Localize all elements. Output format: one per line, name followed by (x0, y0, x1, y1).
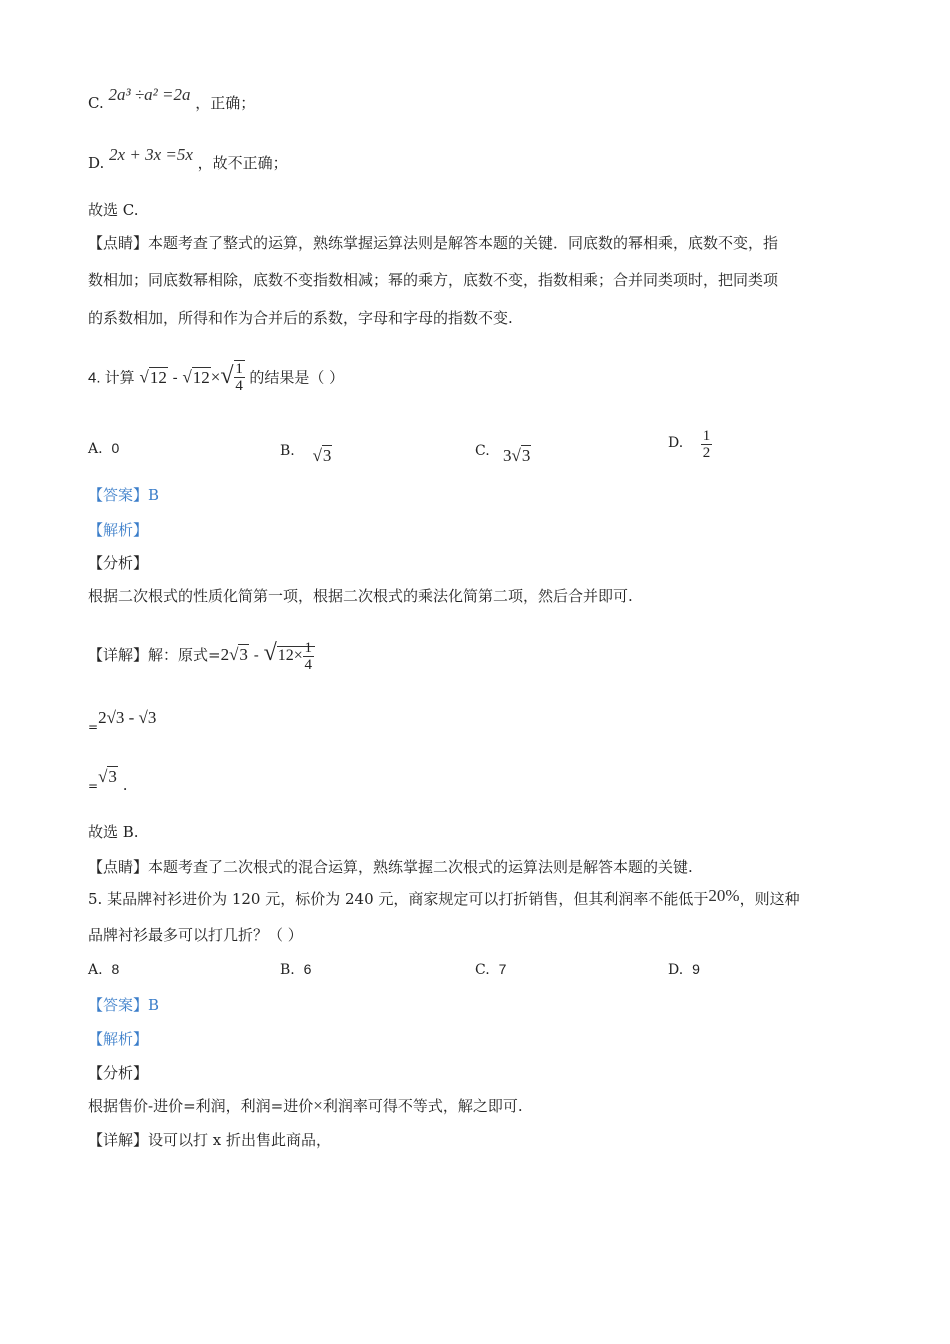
math-expression: 2x + 3x =5x (109, 145, 193, 164)
option-d: D. 9 (668, 961, 700, 978)
question-4 (88, 360, 344, 394)
option-text: ，故不正确； (197, 154, 288, 172)
option-b: B. √3 (280, 443, 332, 465)
question-5-line2: 品牌衬衫最多可以打几折？（ ） (88, 926, 303, 944)
answer-label: 【答案】B (88, 486, 160, 504)
option-c-line (88, 85, 256, 113)
option-text: ，正确； (195, 94, 256, 112)
fenxi-label: 【分析】 (88, 554, 149, 572)
analysis-label: 【解析】 (88, 1030, 149, 1048)
fenxi-text: 根据二次根式的性质化简第一项，根据二次根式的乘法化简第二项，然后合并即可. (88, 587, 633, 605)
option-c: C. 7 (475, 961, 507, 978)
sqrt-fraction: √ $\frac{1}{4}$ (220, 361, 243, 394)
fenxi-label: 【分析】 (88, 1064, 149, 1082)
sqrt-expression: √12 (182, 367, 210, 387)
tip-line: 数相加；同底数幂相除，底数不变指数相减；幂的乘方，底数不变，指数相乘；合并同类项时，把同类项 (88, 271, 779, 289)
detail-line: 【详解】设可以打 x 折出售此商品， (88, 1131, 331, 1149)
tip-line: 【点睛】本题考查了整式的运算，熟练掌握运算法则是解答本题的关键．同底数的幂相乘，底数不变，指 (88, 234, 779, 252)
step-3: $_=$√3 . (88, 767, 128, 794)
question-suffix: 的结果是（ ） (249, 368, 345, 387)
tip-line: 的系数相加，所得和作为合并后的系数，字母和字母的指数不变. (88, 309, 513, 327)
option-b: B. 6 (280, 961, 312, 978)
step-2: $_=$2√3 - √3 (88, 708, 157, 734)
tip-line: 【点睛】本题考查了二次根式的混合运算，熟练掌握二次根式的运算法则是解答本题的关键. (88, 858, 693, 876)
math-expression: 2a³ ÷a² =2a (108, 85, 191, 104)
option-d-line (88, 145, 288, 173)
option-label: D. (88, 154, 105, 172)
question-number: 4. 计算 (88, 369, 135, 387)
option-label: C. (88, 94, 104, 112)
conclusion: 故选 C. (88, 201, 139, 219)
option-a: A. 8 (88, 961, 120, 978)
detail-line: 【详解】解：原式=2√3 - √12× $\frac{1}{4}$ (88, 640, 315, 673)
sqrt-expression: √12 (139, 367, 167, 387)
minus-sign: - (172, 368, 178, 387)
times-sign: × (210, 367, 221, 387)
fenxi-text: 根据售价-进价=利润，利润=进价×利润率可得不等式，解之即可. (88, 1096, 523, 1115)
option-c: C. 3√3 (475, 443, 531, 465)
question-5: 5. 某品牌衬衫进价为 120 元，标价为 240 元，商家规定可以打折销售，但其利润率不能低于20%，则这种 (88, 886, 800, 908)
option-a: A. 0 (88, 440, 120, 457)
answer-label: 【答案】B (88, 996, 160, 1014)
analysis-label: 【解析】 (88, 521, 149, 539)
conclusion: 故选 B. (88, 823, 139, 841)
option-d: D. $\frac{1}{2}$ (668, 428, 711, 461)
